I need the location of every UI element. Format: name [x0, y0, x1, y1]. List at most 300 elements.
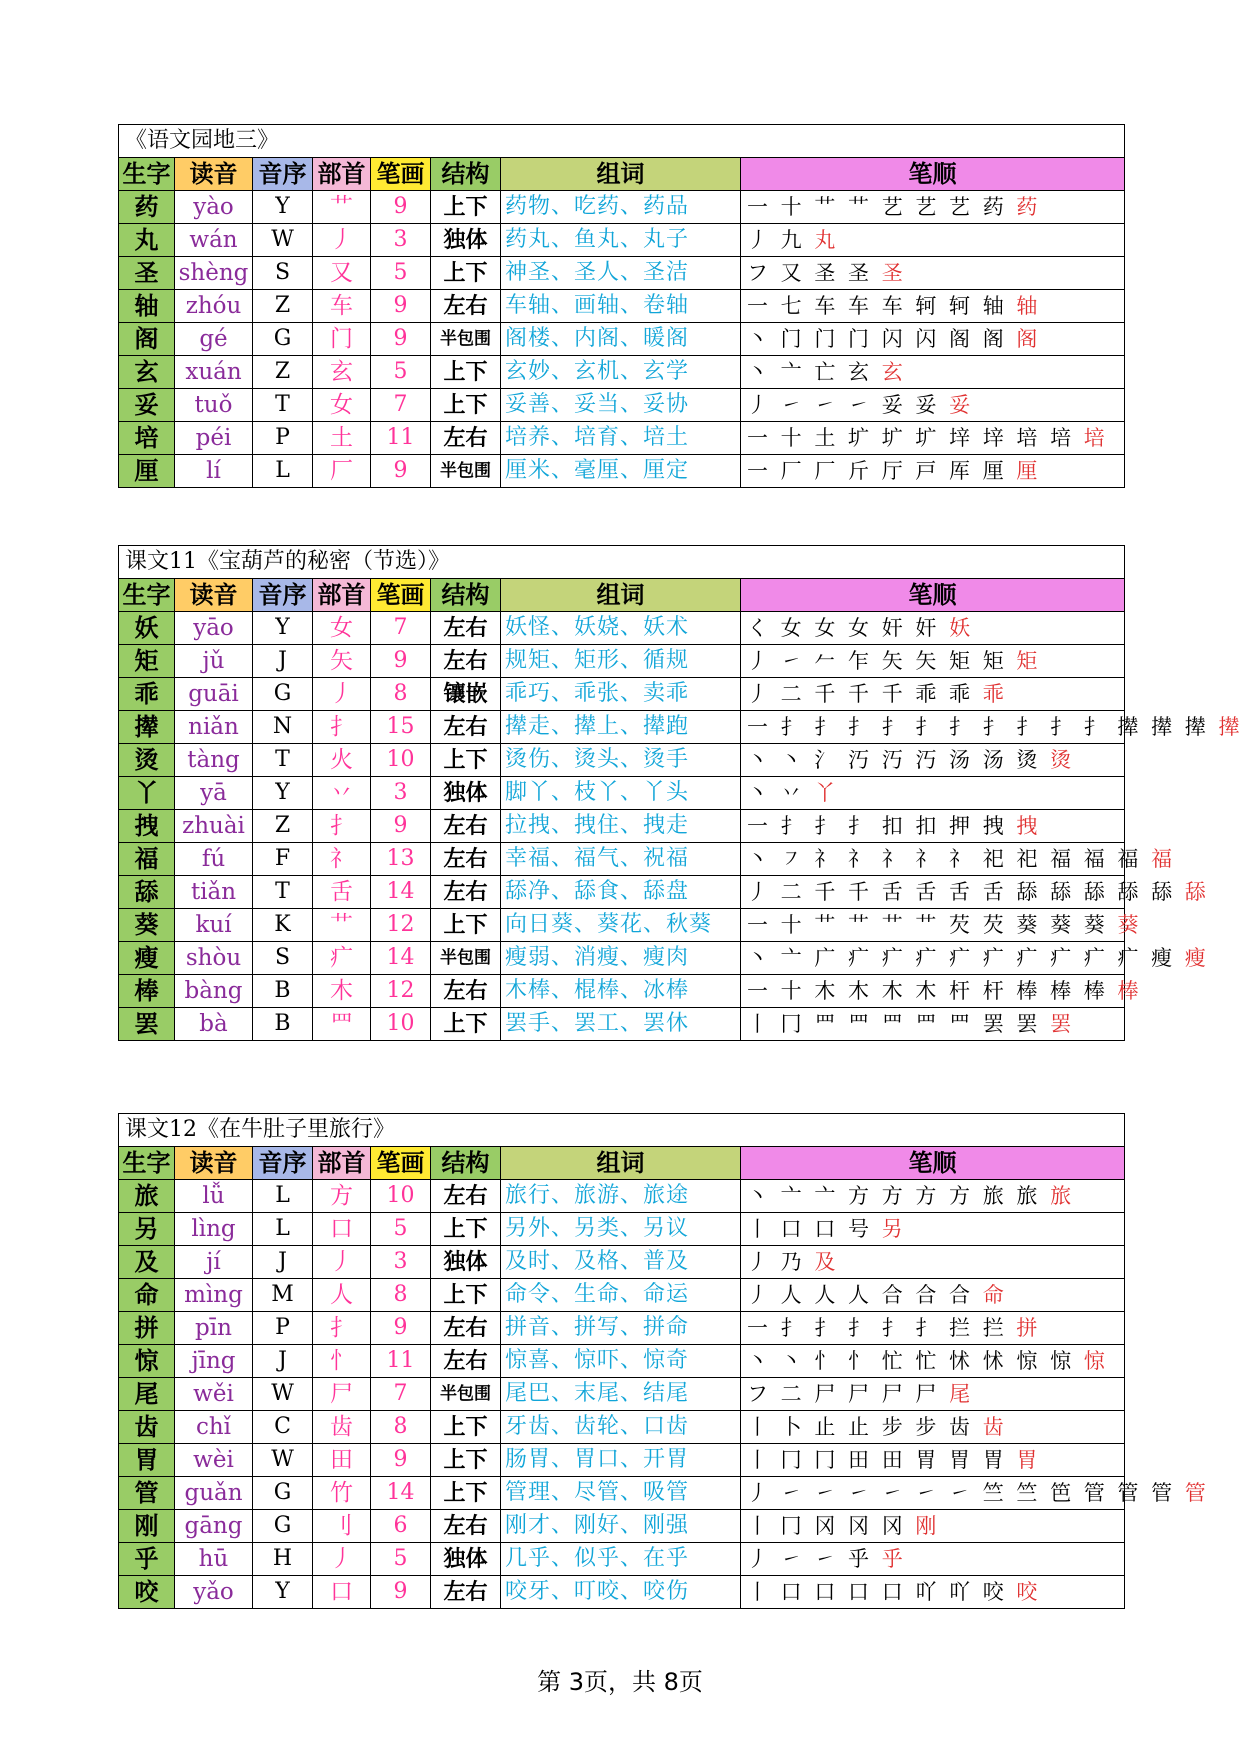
char-cell: 舔	[119, 876, 175, 909]
stroke-order-cell	[741, 1576, 1125, 1609]
pinyin-cell: lìng	[175, 1213, 253, 1246]
char-cell: 瘦	[119, 942, 175, 975]
column-header: 部首	[313, 579, 371, 612]
table-row	[119, 1444, 1125, 1477]
stroke-order-cell	[741, 1008, 1125, 1041]
order-cell: T	[253, 744, 313, 777]
char-cell: 惊	[119, 1345, 175, 1378]
char-cell: 咬	[119, 1576, 175, 1609]
structure-cell: 左右	[431, 1345, 501, 1378]
stroke-order-cell	[741, 323, 1125, 356]
structure-cell: 上下	[431, 1444, 501, 1477]
words-cell: 脚丫、枝丫、丫头	[501, 777, 741, 810]
words-cell: 车轴、画轴、卷轴	[501, 290, 741, 323]
pinyin-cell: jīng	[175, 1345, 253, 1378]
stroke-order-cell	[741, 191, 1125, 224]
pinyin-cell: bà	[175, 1008, 253, 1041]
words-cell: 阁楼、内阁、暖阁	[501, 323, 741, 356]
stroke-count-cell: 5	[371, 257, 431, 290]
column-header: 结构	[431, 579, 501, 612]
structure-cell: 上下	[431, 1477, 501, 1510]
order-cell: M	[253, 1279, 313, 1312]
structure-cell: 左右	[431, 876, 501, 909]
pinyin-cell: kuí	[175, 909, 253, 942]
words-cell: 牙齿、齿轮、口齿	[501, 1411, 741, 1444]
column-header: 笔顺	[741, 579, 1125, 612]
table-row	[119, 843, 1125, 876]
words-cell: 舔净、舔食、舔盘	[501, 876, 741, 909]
stroke-order-cell	[741, 975, 1142, 1008]
order-cell: T	[253, 876, 313, 909]
stroke-count-cell: 11	[371, 1345, 431, 1378]
char-cell: 培	[119, 422, 175, 455]
stroke-order-cell	[741, 744, 1125, 777]
stroke-order-cell	[741, 876, 1209, 909]
table-row	[119, 1510, 1125, 1543]
stroke-sequence: 丿 乃	[747, 1250, 815, 1274]
char-cell: 乖	[119, 678, 175, 711]
char-cell: 丸	[119, 224, 175, 257]
final-stroke-char: 舔	[1184, 880, 1209, 904]
table-row	[119, 1543, 1125, 1576]
order-cell: G	[253, 678, 313, 711]
char-cell: 拽	[119, 810, 175, 843]
page-footer: 第 3页，共 8页	[537, 1668, 703, 1696]
stroke-count-cell: 8	[371, 1411, 431, 1444]
stroke-order-cell	[741, 843, 1176, 876]
column-header: 音序	[253, 579, 313, 612]
stroke-order-cell	[741, 810, 1125, 843]
structure-cell: 上下	[431, 1213, 501, 1246]
stroke-count-cell: 12	[371, 909, 431, 942]
order-cell: W	[253, 1444, 313, 1477]
pinyin-cell: bàng	[175, 975, 253, 1008]
stroke-sequence: く 女 女 女 奸 奸	[747, 616, 950, 640]
order-cell: Y	[253, 612, 313, 645]
stroke-sequence: 一 七 车 车 车 轲 轲 轴	[747, 294, 1017, 318]
structure-cell: 独体	[431, 224, 501, 257]
radical-cell: 火	[313, 744, 371, 777]
radical-cell: 疒	[313, 942, 371, 975]
words-cell: 玄妙、玄机、玄学	[501, 356, 741, 389]
radical-cell: 人	[313, 1279, 371, 1312]
stroke-order-cell	[741, 678, 1125, 711]
final-stroke-char: 烫	[1050, 748, 1075, 772]
pinyin-cell: yā	[175, 777, 253, 810]
pinyin-cell: yāo	[175, 612, 253, 645]
final-stroke-char: 福	[1151, 847, 1176, 871]
table-section-3	[118, 1113, 1209, 1609]
order-cell: K	[253, 909, 313, 942]
char-cell: 妥	[119, 389, 175, 422]
radical-cell: 木	[313, 975, 371, 1008]
radical-cell: 田	[313, 1444, 371, 1477]
words-cell: 命令、生命、命运	[501, 1279, 741, 1312]
final-stroke-char: 乖	[982, 682, 1007, 706]
table-row	[119, 1411, 1125, 1444]
pinyin-cell: yǎo	[175, 1576, 253, 1609]
column-header: 组词	[501, 1147, 741, 1180]
section-title: 课文12《在牛肚子里旅行》	[119, 1114, 1125, 1147]
order-cell: S	[253, 942, 313, 975]
pinyin-cell: zhóu	[175, 290, 253, 323]
stroke-sequence: 一 十 木 木 木 木 杆 杆 棒 棒 棒	[747, 979, 1118, 1003]
words-cell: 幸福、福气、祝福	[501, 843, 741, 876]
order-cell: Z	[253, 810, 313, 843]
stroke-count-cell: 13	[371, 843, 431, 876]
pinyin-cell: gé	[175, 323, 253, 356]
section-title-row	[119, 125, 1125, 158]
stroke-count-cell: 15	[371, 711, 431, 744]
column-header: 音序	[253, 158, 313, 191]
structure-cell: 左右	[431, 975, 501, 1008]
order-cell: G	[253, 1477, 313, 1510]
column-header: 笔画	[371, 1147, 431, 1180]
table-row	[119, 422, 1125, 455]
stroke-order-cell	[741, 1246, 1125, 1279]
char-cell: 及	[119, 1246, 175, 1279]
words-cell: 肠胃、胃口、开胃	[501, 1444, 741, 1477]
stroke-sequence: 丨 冂 罒 罒 罒 罒 罒 罢 罢	[747, 1012, 1051, 1036]
stroke-sequence: 丶 亠 广 疒 疒 疒 疒 疒 疒 疒 疒 疒 瘦	[747, 946, 1185, 970]
stroke-count-cell: 9	[371, 455, 431, 488]
char-cell: 罢	[119, 1008, 175, 1041]
order-cell: L	[253, 1213, 313, 1246]
pinyin-cell: chǐ	[175, 1411, 253, 1444]
structure-cell: 左右	[431, 1312, 501, 1345]
table-row	[119, 257, 1125, 290]
stroke-order-cell	[741, 422, 1125, 455]
column-header: 读音	[175, 1147, 253, 1180]
stroke-count-cell: 6	[371, 1510, 431, 1543]
order-cell: L	[253, 455, 313, 488]
table-row	[119, 876, 1125, 909]
table-row	[119, 1345, 1125, 1378]
column-header: 音序	[253, 1147, 313, 1180]
stroke-count-cell: 9	[371, 1576, 431, 1609]
words-cell: 规矩、矩形、循规	[501, 645, 741, 678]
radical-cell: 齿	[313, 1411, 371, 1444]
header-row	[119, 1147, 1125, 1180]
structure-cell: 上下	[431, 744, 501, 777]
stroke-count-cell: 8	[371, 1279, 431, 1312]
pinyin-cell: mìng	[175, 1279, 253, 1312]
final-stroke-char: 乎	[881, 1547, 906, 1571]
structure-cell: 左右	[431, 290, 501, 323]
pinyin-cell: xuán	[175, 356, 253, 389]
table-row	[119, 224, 1125, 257]
table-section-2	[118, 545, 1242, 1041]
words-cell: 尾巴、末尾、结尾	[501, 1378, 741, 1411]
pinyin-cell: wěi	[175, 1378, 253, 1411]
pinyin-cell: tuǒ	[175, 389, 253, 422]
column-header: 笔顺	[741, 158, 1125, 191]
radical-cell: 车	[313, 290, 371, 323]
stroke-order-cell	[741, 711, 1242, 744]
table-row	[119, 455, 1125, 488]
char-cell: 厘	[119, 455, 175, 488]
radical-cell: 女	[313, 612, 371, 645]
column-header: 组词	[501, 579, 741, 612]
radical-cell: 丷	[313, 777, 371, 810]
radical-cell: 舌	[313, 876, 371, 909]
stroke-sequence: 丨 冂 冂 田 田 胃 胃 胃	[747, 1448, 1017, 1472]
column-header: 组词	[501, 158, 741, 191]
stroke-sequence: 丿 ㇀ ㇀ ㇀ ㇀ ㇀ ㇀ 竺 竺 笆 管 管 管	[747, 1481, 1185, 1505]
column-header: 结构	[431, 1147, 501, 1180]
stroke-sequence: 丶 亠 亡 玄	[747, 360, 882, 384]
pinyin-cell: lǚ	[175, 1180, 253, 1213]
order-cell: W	[253, 1378, 313, 1411]
table-row	[119, 1008, 1125, 1041]
char-cell: 烫	[119, 744, 175, 777]
structure-cell: 上下	[431, 389, 501, 422]
pinyin-cell: tiǎn	[175, 876, 253, 909]
stroke-order-cell	[741, 777, 1125, 810]
structure-cell: 独体	[431, 1543, 501, 1576]
order-cell: N	[253, 711, 313, 744]
order-cell: B	[253, 975, 313, 1008]
stroke-order-cell	[741, 257, 1125, 290]
radical-cell: 口	[313, 1576, 371, 1609]
stroke-count-cell: 3	[371, 1246, 431, 1279]
stroke-count-cell: 5	[371, 1213, 431, 1246]
stroke-count-cell: 10	[371, 1180, 431, 1213]
stroke-count-cell: 9	[371, 323, 431, 356]
words-cell: 妥善、妥当、妥协	[501, 389, 741, 422]
stroke-order-cell	[741, 389, 1125, 422]
final-stroke-char: 撵	[1218, 715, 1242, 739]
words-cell: 罢手、罢工、罢休	[501, 1008, 741, 1041]
final-stroke-char: 矩	[1016, 649, 1041, 673]
structure-cell: 半包围	[431, 1378, 501, 1411]
stroke-count-cell: 14	[371, 876, 431, 909]
final-stroke-char: 旅	[1050, 1184, 1075, 1208]
structure-cell: 左右	[431, 645, 501, 678]
stroke-sequence: 丿 二 千 千 舌 舌 舌 舌 舔 舔 舔 舔 舔	[747, 880, 1185, 904]
section-title-row	[119, 546, 1125, 579]
column-header: 笔画	[371, 579, 431, 612]
final-stroke-char: 拼	[1016, 1316, 1041, 1340]
stroke-count-cell: 5	[371, 356, 431, 389]
column-header: 结构	[431, 158, 501, 191]
stroke-sequence: 丿 人 人 人 合 合 合	[747, 1283, 983, 1307]
stroke-order-cell	[741, 1180, 1125, 1213]
pinyin-cell: niǎn	[175, 711, 253, 744]
pinyin-cell: zhuài	[175, 810, 253, 843]
section-title: 《语文园地三》	[119, 125, 1125, 158]
column-header: 生字	[119, 579, 175, 612]
stroke-sequence: 一 扌 扌 扌 扌 扌 扌 扌 扌 扌 扌 撵 撵 撵	[747, 715, 1219, 739]
pinyin-cell: guāi	[175, 678, 253, 711]
radical-cell: 礻	[313, 843, 371, 876]
order-cell: G	[253, 323, 313, 356]
stroke-order-cell	[741, 1279, 1125, 1312]
table-row	[119, 356, 1125, 389]
table-row	[119, 1378, 1125, 1411]
table-row	[119, 323, 1125, 356]
column-header: 读音	[175, 158, 253, 191]
header-row	[119, 579, 1125, 612]
stroke-sequence: 丶 亠 亠 方 方 方 方 旅 旅	[747, 1184, 1051, 1208]
radical-cell: 女	[313, 389, 371, 422]
stroke-count-cell: 14	[371, 942, 431, 975]
final-stroke-char: 丸	[814, 228, 839, 252]
column-header: 读音	[175, 579, 253, 612]
table-row	[119, 909, 1125, 942]
order-cell: F	[253, 843, 313, 876]
stroke-order-cell	[741, 645, 1125, 678]
final-stroke-char: 咬	[1016, 1580, 1041, 1604]
words-cell: 撵走、撵上、撵跑	[501, 711, 741, 744]
stroke-sequence: 丨 口 口 口 口 吖 吖 咬	[747, 1580, 1017, 1604]
final-stroke-char: 丫	[814, 781, 839, 805]
order-cell: S	[253, 257, 313, 290]
radical-cell: 丿	[313, 1543, 371, 1576]
stroke-count-cell: 14	[371, 1477, 431, 1510]
final-stroke-char: 阁	[1016, 327, 1041, 351]
words-cell: 木棒、棍棒、冰棒	[501, 975, 741, 1008]
stroke-sequence: 丿 九	[747, 228, 815, 252]
char-cell: 矩	[119, 645, 175, 678]
structure-cell: 左右	[431, 810, 501, 843]
radical-cell: 厂	[313, 455, 371, 488]
table-row	[119, 612, 1125, 645]
final-stroke-char: 厘	[1016, 459, 1041, 483]
stroke-sequence: 丿 ㇀ ㇀ 乎	[747, 1547, 882, 1571]
structure-cell: 左右	[431, 1180, 501, 1213]
order-cell: H	[253, 1543, 313, 1576]
stroke-sequence: フ 二 尸 尸 尸 尸	[747, 1382, 950, 1406]
order-cell: G	[253, 1510, 313, 1543]
radical-cell: 矢	[313, 645, 371, 678]
final-stroke-char: 惊	[1083, 1349, 1108, 1373]
stroke-order-cell	[741, 1378, 1125, 1411]
pinyin-cell: gāng	[175, 1510, 253, 1543]
pinyin-cell: lí	[175, 455, 253, 488]
structure-cell: 左右	[431, 711, 501, 744]
pinyin-cell: jí	[175, 1246, 253, 1279]
char-cell: 旅	[119, 1180, 175, 1213]
radical-cell: 尸	[313, 1378, 371, 1411]
table-row	[119, 810, 1125, 843]
words-cell: 培养、培育、培土	[501, 422, 741, 455]
char-cell: 轴	[119, 290, 175, 323]
pinyin-cell: fú	[175, 843, 253, 876]
structure-cell: 上下	[431, 1008, 501, 1041]
stroke-sequence: 丨 口 口 号	[747, 1217, 882, 1241]
final-stroke-char: 刚	[915, 1514, 940, 1538]
stroke-order-cell	[741, 942, 1209, 975]
header-row	[119, 158, 1125, 191]
char-cell: 拼	[119, 1312, 175, 1345]
column-header: 笔画	[371, 158, 431, 191]
table-row	[119, 1477, 1125, 1510]
table-row	[119, 975, 1125, 1008]
structure-cell: 上下	[431, 191, 501, 224]
order-cell: J	[253, 645, 313, 678]
final-stroke-char: 葵	[1117, 913, 1142, 937]
final-stroke-char: 轴	[1016, 294, 1041, 318]
structure-cell: 左右	[431, 422, 501, 455]
final-stroke-char: 拽	[1016, 814, 1041, 838]
table-row	[119, 645, 1125, 678]
structure-cell: 半包围	[431, 455, 501, 488]
table-row	[119, 942, 1125, 975]
radical-cell: 土	[313, 422, 371, 455]
order-cell: C	[253, 1411, 313, 1444]
stroke-order-cell	[741, 455, 1125, 488]
stroke-sequence: 一 十 土 圹 圹 圹 垶 垶 培 培	[747, 426, 1084, 450]
char-cell: 棒	[119, 975, 175, 1008]
final-stroke-char: 棒	[1117, 979, 1142, 1003]
stroke-order-cell	[741, 290, 1125, 323]
structure-cell: 半包围	[431, 323, 501, 356]
order-cell: J	[253, 1246, 313, 1279]
table-row	[119, 389, 1125, 422]
stroke-count-cell: 7	[371, 612, 431, 645]
column-header: 部首	[313, 158, 371, 191]
structure-cell: 左右	[431, 1576, 501, 1609]
stroke-order-cell	[741, 1477, 1209, 1510]
char-cell: 尾	[119, 1378, 175, 1411]
stroke-count-cell: 9	[371, 645, 431, 678]
table-row	[119, 744, 1125, 777]
pinyin-cell: pīn	[175, 1312, 253, 1345]
final-stroke-char: 玄	[881, 360, 906, 384]
stroke-sequence: 丶 丷	[747, 781, 815, 805]
stroke-count-cell: 9	[371, 191, 431, 224]
final-stroke-char: 尾	[949, 1382, 974, 1406]
radical-cell: 扌	[313, 1312, 371, 1345]
stroke-sequence: 丶 丶 氵 汅 汅 汅 汤 汤 烫	[747, 748, 1051, 772]
words-cell: 向日葵、葵花、秋葵	[501, 909, 741, 942]
stroke-sequence: 丨 冂 冈 冈 冈	[747, 1514, 916, 1538]
stroke-sequence: 丶 门 门 门 闪 闪 阁 阁	[747, 327, 1017, 351]
structure-cell: 上下	[431, 356, 501, 389]
stroke-sequence: 丶 ㇇ 礻 礻 礻 礻 礻 祀 祀 福 福 福	[747, 847, 1152, 871]
stroke-count-cell: 10	[371, 1008, 431, 1041]
words-cell: 乖巧、乖张、卖乖	[501, 678, 741, 711]
radical-cell: 口	[313, 1213, 371, 1246]
words-cell: 几乎、似乎、在乎	[501, 1543, 741, 1576]
stroke-count-cell: 10	[371, 744, 431, 777]
table-row	[119, 1246, 1125, 1279]
stroke-count-cell: 3	[371, 224, 431, 257]
radical-cell: 罒	[313, 1008, 371, 1041]
structure-cell: 左右	[431, 612, 501, 645]
final-stroke-char: 及	[814, 1250, 839, 1274]
structure-cell: 独体	[431, 777, 501, 810]
structure-cell: 上下	[431, 1411, 501, 1444]
words-cell: 药丸、鱼丸、丸子	[501, 224, 741, 257]
char-cell: 齿	[119, 1411, 175, 1444]
radical-cell: 忄	[313, 1345, 371, 1378]
stroke-order-cell	[741, 1345, 1125, 1378]
radical-cell: 又	[313, 257, 371, 290]
char-cell: 圣	[119, 257, 175, 290]
radical-cell: 艹	[313, 909, 371, 942]
final-stroke-char: 另	[881, 1217, 906, 1241]
table-row	[119, 290, 1125, 323]
stroke-count-cell: 7	[371, 1378, 431, 1411]
words-cell: 及时、及格、普及	[501, 1246, 741, 1279]
words-cell: 瘦弱、消瘦、瘦肉	[501, 942, 741, 975]
char-cell: 刚	[119, 1510, 175, 1543]
stroke-order-cell	[741, 1510, 1125, 1543]
radical-cell: 刂	[313, 1510, 371, 1543]
char-cell: 葵	[119, 909, 175, 942]
